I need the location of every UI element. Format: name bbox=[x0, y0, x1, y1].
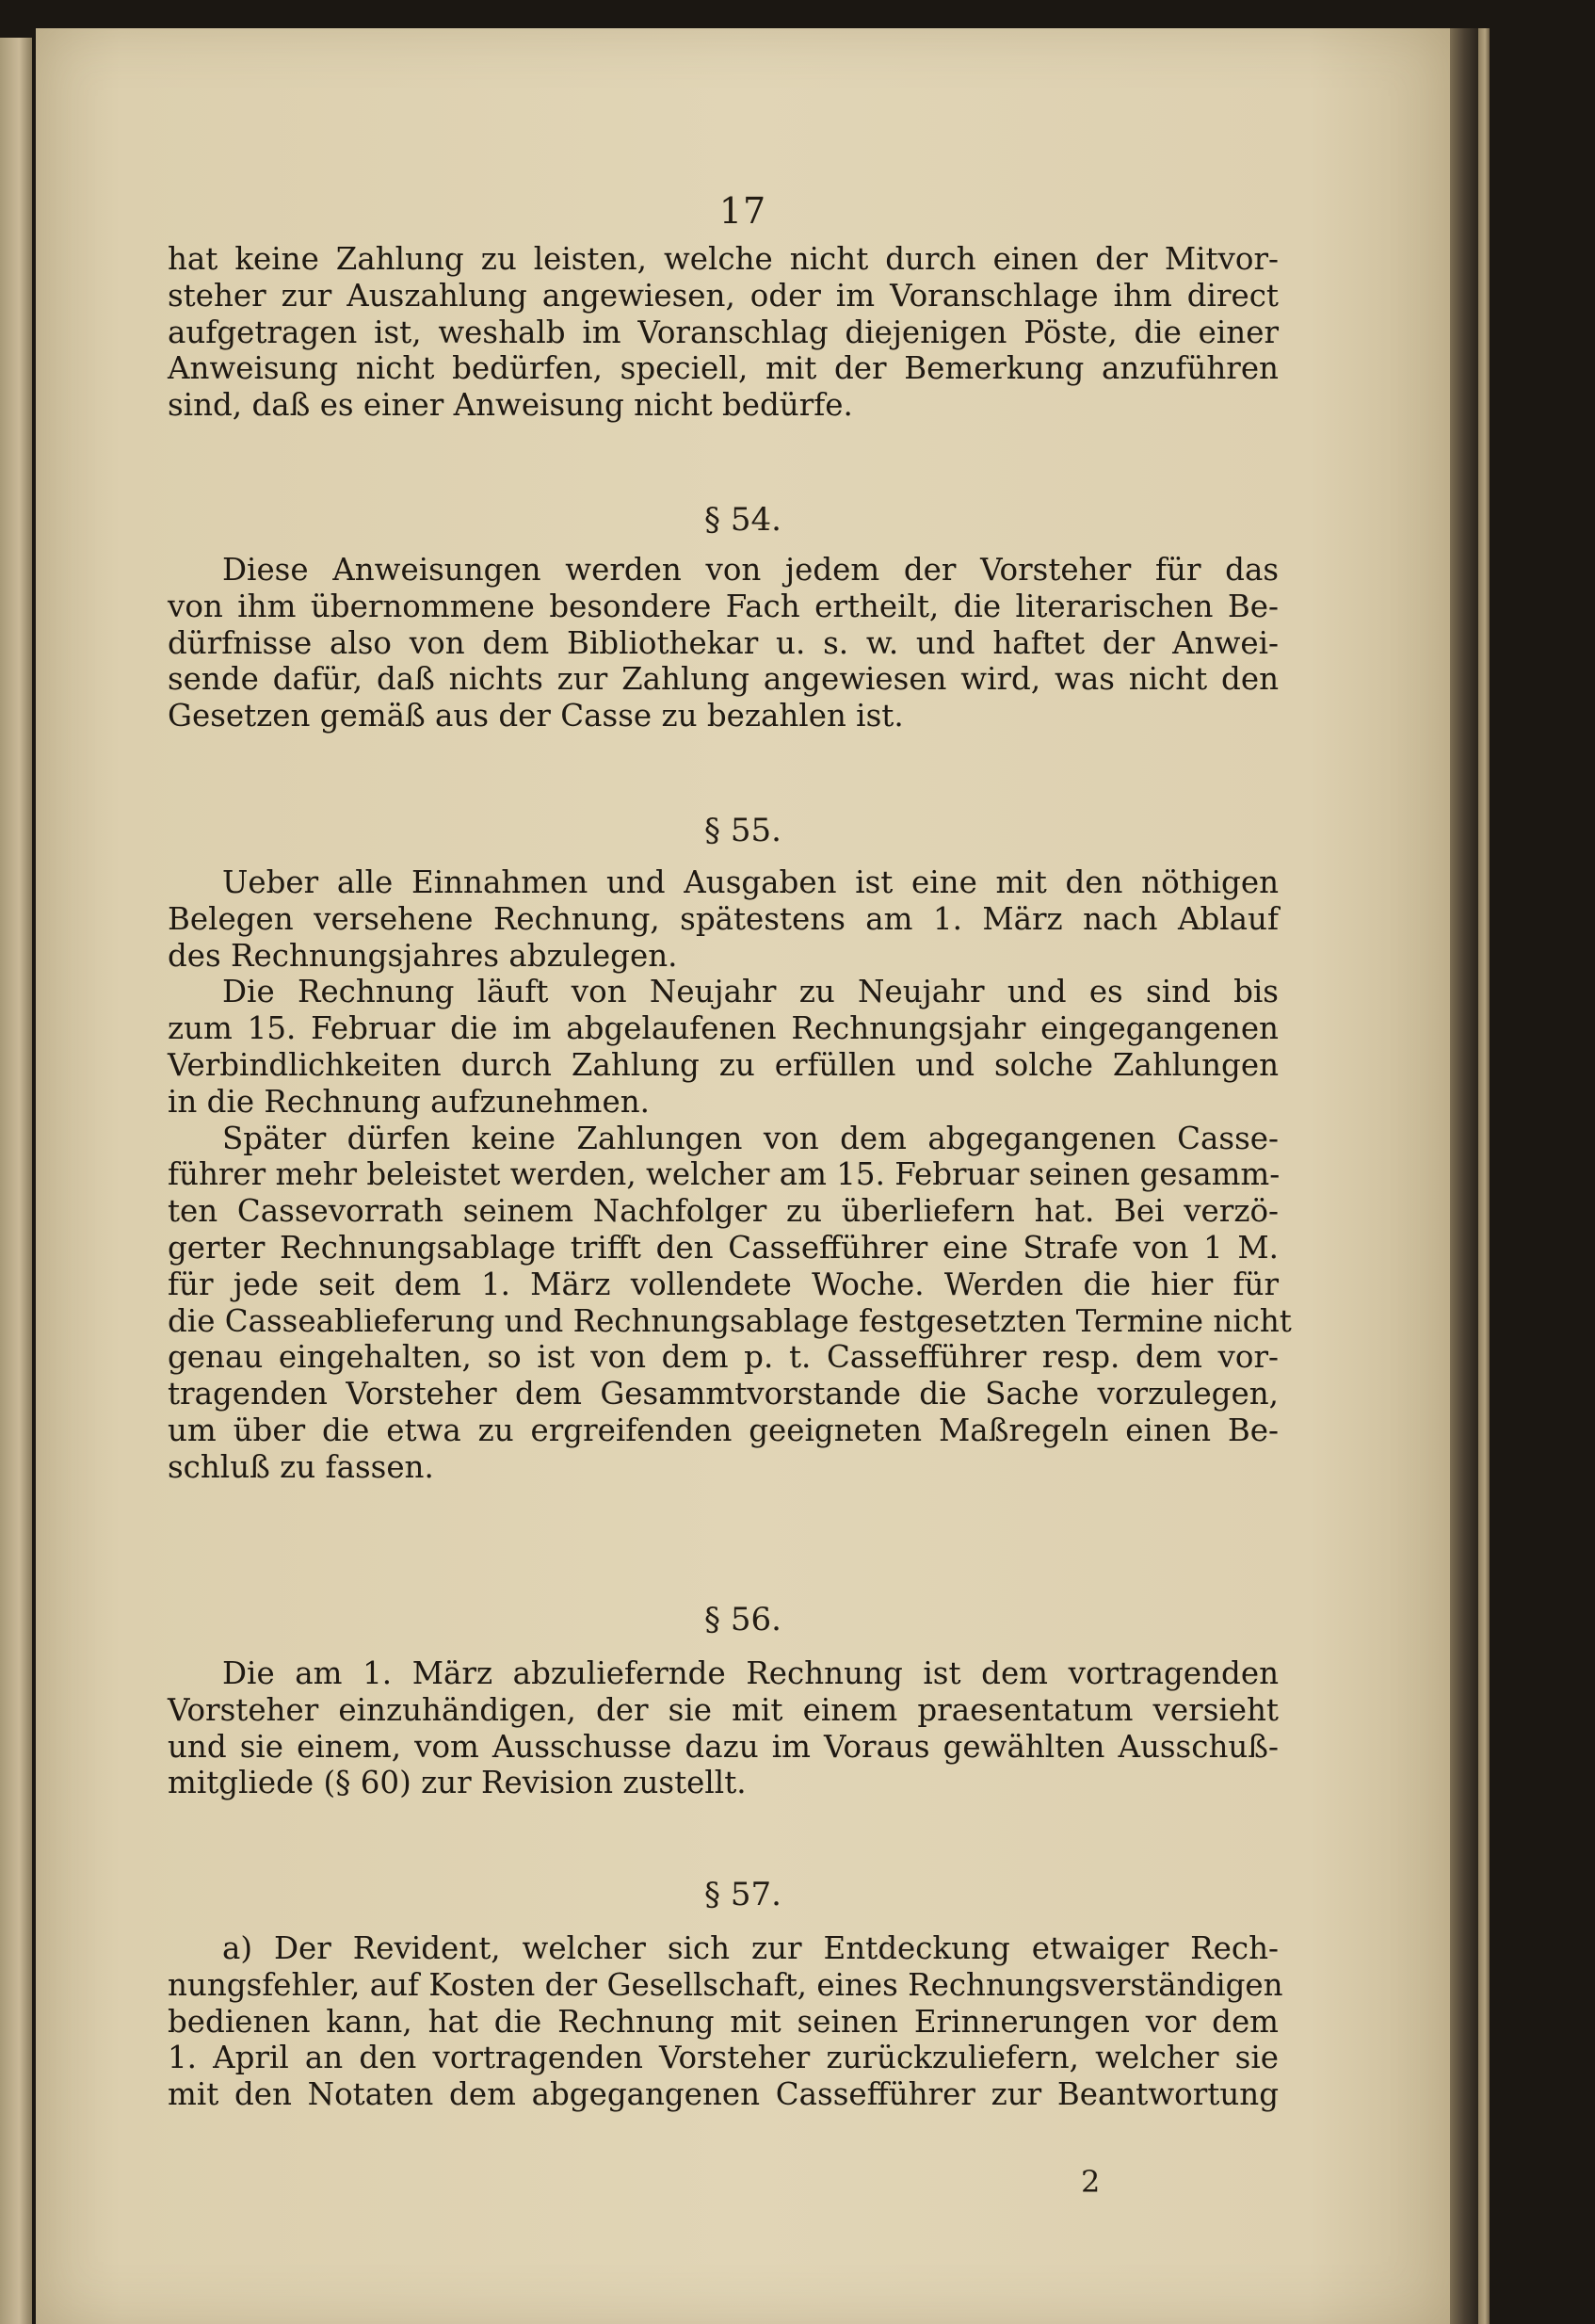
section-heading-56: § 56. bbox=[704, 1601, 781, 1638]
section-57-paragraph bbox=[168, 1930, 1283, 2113]
text-line: und sie einem, vom Ausschusse dazu im Voraus gewählten Ausschuß- bbox=[168, 1728, 1279, 1765]
adjacent-page-edge bbox=[0, 38, 32, 2324]
text-line: von ihm übernommene besondere Fach ertheilt, die literarischen Be- bbox=[168, 588, 1279, 624]
section-heading-57: § 57. bbox=[704, 1876, 781, 1913]
text-line: Die Rechnung läuft von Neujahr zu Neujahr und es sind bis bbox=[222, 974, 1279, 1010]
text-line: Die am 1. März abzuliefernde Rechnung ist dem vortragenden bbox=[222, 1655, 1279, 1691]
page-number: 17 bbox=[718, 190, 767, 232]
text-line: bedienen kann, hat die Rechnung mit seinen Erinnerungen vor dem bbox=[168, 2003, 1279, 2040]
text-line: führer mehr beleistet werden, welcher am 15. Februar seinen gesamm- bbox=[168, 1156, 1281, 1193]
signature-mark: 2 bbox=[1081, 2164, 1101, 2200]
text-line: Später dürfen keine Zahlungen von dem abgegangenen Casse- bbox=[222, 1120, 1279, 1156]
book-page bbox=[36, 28, 1450, 2324]
text-line: mit den Notaten dem abgegangenen Cassefführer zur Beantwortung bbox=[168, 2076, 1279, 2113]
text-line: tragenden Vorsteher dem Gesammtvorstande die Sache vorzulegen, bbox=[168, 1376, 1279, 1412]
text-line: a) Der Revident, welcher sich zur Entdeckung etwaiger Rech- bbox=[222, 1930, 1279, 1966]
text-line: Anweisung nicht bedürfen, speciell, mit der Bemerkung anzuführen bbox=[168, 350, 1279, 387]
section-55-paragraph bbox=[168, 864, 1292, 1486]
text-line: schluß zu fassen. bbox=[168, 1448, 434, 1485]
text-line: Belegen versehene Rechnung, spätestens am 1. März nach Ablauf bbox=[168, 900, 1279, 937]
text-line: sind, daß es einer Anweisung nicht bedürfe. bbox=[168, 387, 853, 424]
text-line: für jede seit dem 1. März vollendete Woche. Werden die hier für bbox=[168, 1266, 1279, 1302]
page-stack-edge bbox=[1478, 28, 1490, 2324]
text-line: sende dafür, daß nichts zur Zahlung angewiesen wird, was nicht den bbox=[168, 661, 1279, 698]
book-gutter bbox=[1450, 28, 1478, 2324]
text-line: zum 15. Februar die im abgelaufenen Rechnungsjahr eingegangenen bbox=[168, 1010, 1279, 1047]
intro-paragraph bbox=[168, 241, 1279, 424]
section-heading-54: § 54. bbox=[704, 501, 781, 539]
text-line: Gesetzen gemäß aus der Casse zu bezahlen ist. bbox=[168, 698, 904, 734]
text-line: nungsfehler, auf Kosten der Gesellschaft, eines Rechnungsverständigen bbox=[168, 1966, 1283, 2003]
section-54-paragraph bbox=[168, 552, 1279, 734]
section-heading-55: § 55. bbox=[704, 812, 781, 849]
text-line: die Casseablieferung und Rechnungsablage festgesetzten Termine nicht bbox=[168, 1302, 1292, 1339]
text-line: Vorsteher einzuhändigen, der sie mit einem praesentatum versieht bbox=[168, 1691, 1279, 1728]
text-line: Diese Anweisungen werden von jedem der Vorsteher für das bbox=[222, 552, 1279, 588]
text-line: in die Rechnung aufzunehmen. bbox=[168, 1083, 650, 1120]
text-line: genau eingehalten, so ist von dem p. t. Cassefführer resp. dem vor- bbox=[168, 1339, 1279, 1376]
text-line: gerter Rechnungsablage trifft den Cassefführer eine Strafe von 1 M. bbox=[168, 1229, 1279, 1266]
text-line: dürfnisse also von dem Bibliothekar u. s. w. und haftet der Anwei- bbox=[168, 624, 1279, 661]
text-line: um über die etwa zu ergreifenden geeigneten Maßregeln einen Be- bbox=[168, 1412, 1279, 1448]
text-line: steher zur Auszahlung angewiesen, oder im Voranschlage ihm direct bbox=[168, 277, 1279, 314]
text-line: des Rechnungsjahres abzulegen. bbox=[168, 937, 678, 974]
text-line: ten Cassevorrath seinem Nachfolger zu überliefern hat. Bei verzö- bbox=[168, 1193, 1279, 1230]
text-line: mitgliede (§ 60) zur Revision zustellt. bbox=[168, 1765, 747, 1801]
text-line: hat keine Zahlung zu leisten, welche nicht durch einen der Mitvor- bbox=[168, 241, 1279, 277]
text-line: Verbindlichkeiten durch Zahlung zu erfüllen und solche Zahlungen bbox=[168, 1046, 1279, 1083]
text-line: 1. April an den vortragenden Vorsteher zurückzuliefern, welcher sie bbox=[168, 2040, 1279, 2076]
text-line: Ueber alle Einnahmen und Ausgaben ist eine mit den nöthigen bbox=[222, 864, 1279, 900]
section-56-paragraph bbox=[168, 1655, 1279, 1801]
text-line: aufgetragen ist, weshalb im Voranschlag diejenigen Pöste, die einer bbox=[168, 314, 1279, 350]
